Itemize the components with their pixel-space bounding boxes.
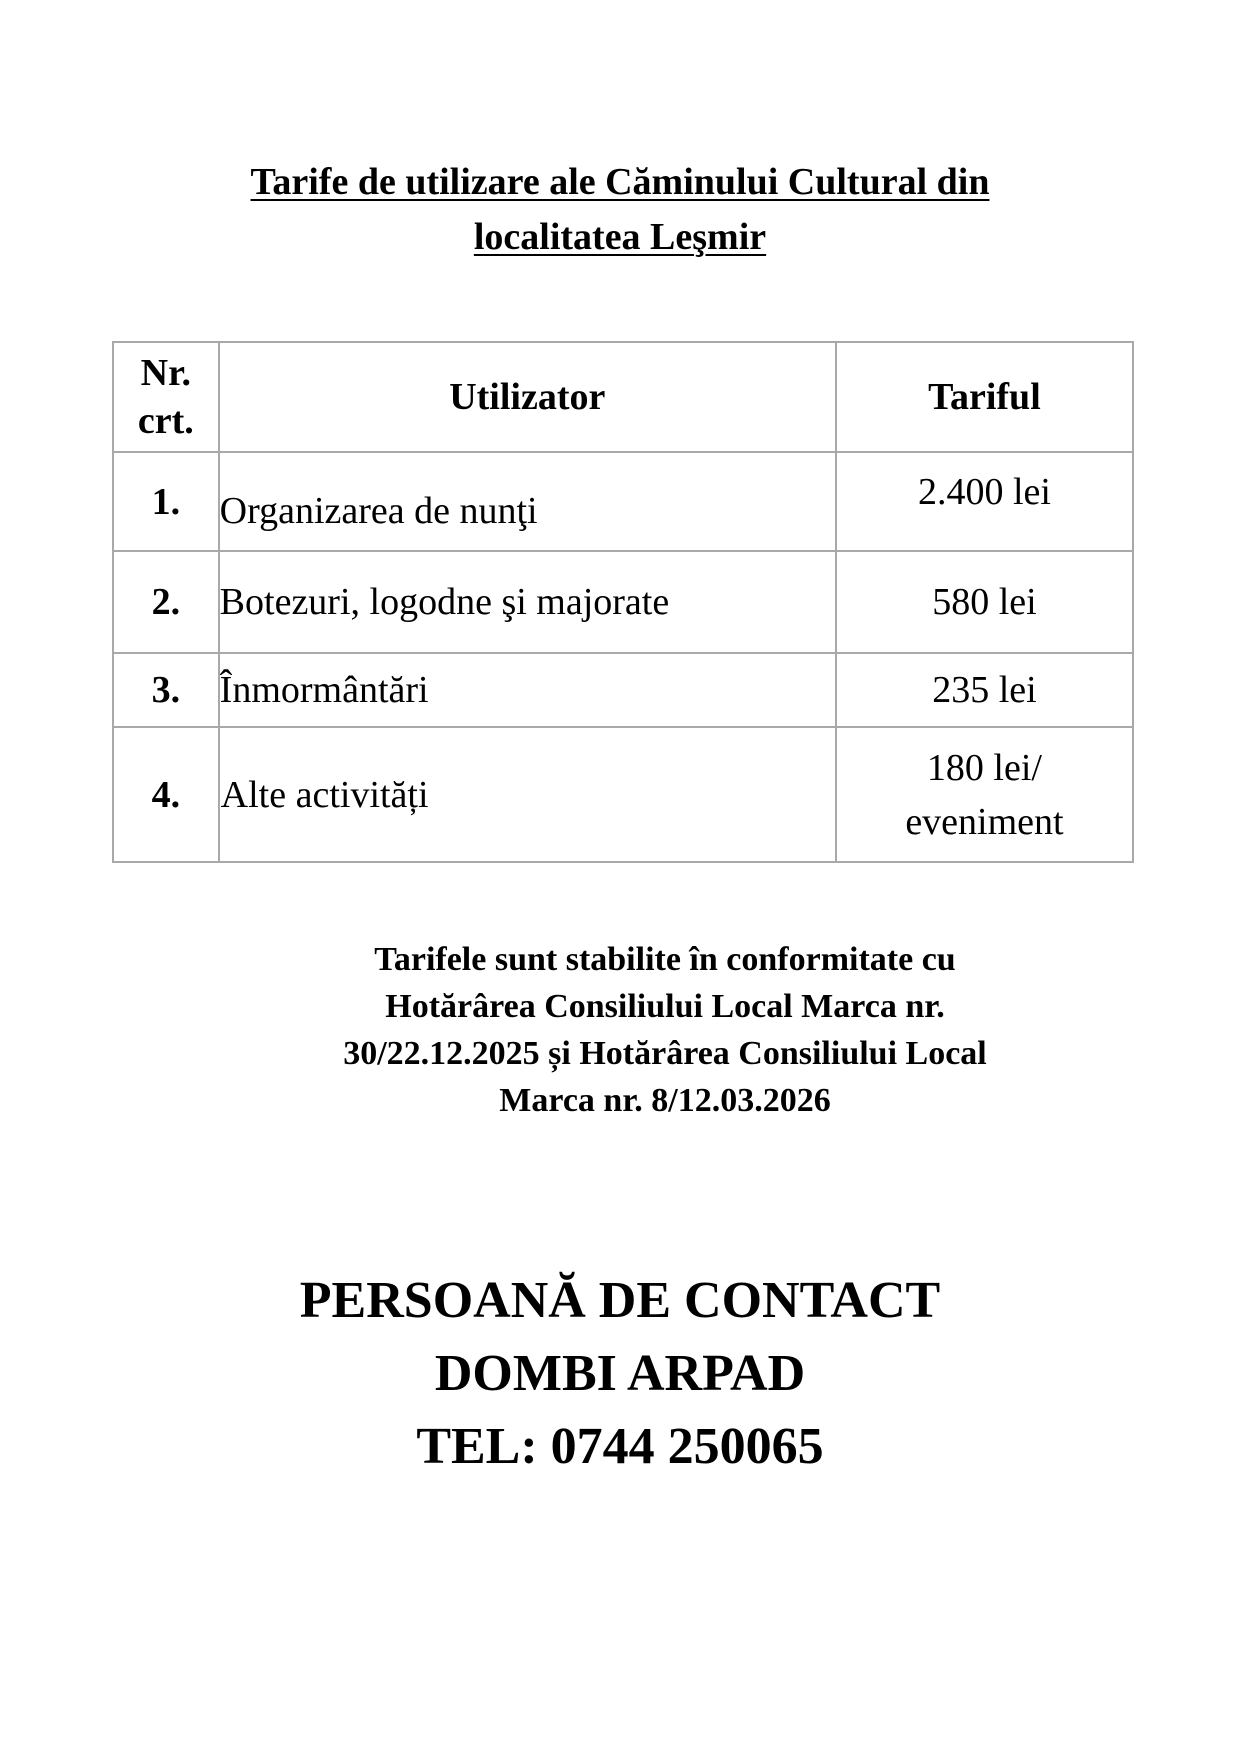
note-line-1: Tarifele sunt stabilite în conformitate cu xyxy=(374,941,956,978)
row-tarif-line-1: 180 lei/ xyxy=(926,746,1042,789)
row-number: 2. xyxy=(113,551,219,653)
row-tarif-line-2: eveniment xyxy=(905,800,1064,843)
table-row xyxy=(113,653,1133,727)
table-row xyxy=(113,551,1133,653)
table-row xyxy=(113,452,1133,551)
row-user: Înmormântări xyxy=(219,653,836,727)
legal-note xyxy=(250,936,1080,1124)
title-line-2: localitatea Leşmir xyxy=(473,216,767,258)
header-tariful: Tariful xyxy=(836,342,1133,452)
row-user: Organizarea de nunţi xyxy=(219,452,836,551)
tariff-table xyxy=(112,341,1134,863)
row-tarif: 235 lei xyxy=(836,653,1133,727)
header-nr-crt xyxy=(113,342,219,452)
header-utilizator: Utilizator xyxy=(219,342,836,452)
row-tarif xyxy=(836,727,1133,862)
row-user: Botezuri, logodne şi majorate xyxy=(219,551,836,653)
row-number: 1. xyxy=(113,452,219,551)
row-user: Alte activități xyxy=(219,727,836,862)
note-line-3: 30/22.12.2025 și Hotărârea Consiliului Local xyxy=(343,1035,987,1072)
row-tarif: 580 lei xyxy=(836,551,1133,653)
row-number: 3. xyxy=(113,653,219,727)
row-tarif: 2.400 lei xyxy=(836,452,1133,551)
contact-name: DOMBI ARPAD xyxy=(434,1345,806,1402)
title-line-1: Tarife de utilizare ale Căminului Cultural din xyxy=(250,161,990,203)
contact-block xyxy=(0,1264,1240,1483)
note-line-2: Hotărârea Consiliului Local Marca nr. xyxy=(385,988,945,1025)
document-title xyxy=(0,155,1240,265)
table-header-row xyxy=(113,342,1133,452)
header-crt-line: crt. xyxy=(137,400,194,442)
header-nr-line: Nr. xyxy=(140,352,191,394)
contact-phone: TEL: 0744 250065 xyxy=(416,1418,824,1475)
row-number: 4. xyxy=(113,727,219,862)
table-row xyxy=(113,727,1133,862)
note-line-4: Marca nr. 8/12.03.2026 xyxy=(499,1082,831,1119)
contact-heading: PERSOANĂ DE CONTACT xyxy=(299,1272,941,1329)
